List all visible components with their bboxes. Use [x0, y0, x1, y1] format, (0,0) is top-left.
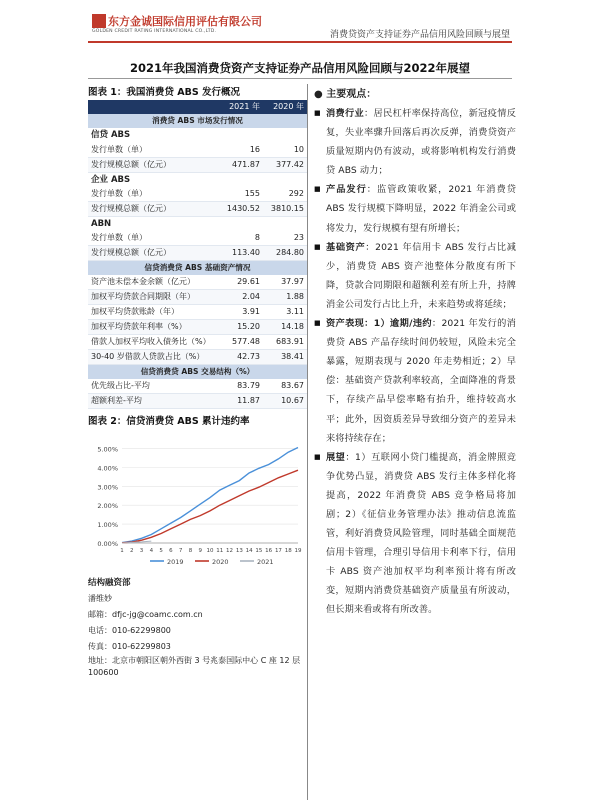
key-point-text: ：居民杠杆率保持高位，新冠疫情反复，失业率骤升回落后再次反弹，消费贷资产质量短期内仍有波动，或将影响机构发行消费贷 ABS 动力；: [326, 108, 516, 177]
value-2020: 377.42: [263, 157, 307, 172]
x-tick-label: 1: [120, 547, 124, 554]
table-row: [88, 275, 307, 290]
x-tick-label: 14: [245, 547, 253, 554]
row-label: 借款人加权平均收入债务比（%）: [88, 334, 219, 349]
series-line-2019: [122, 447, 298, 542]
value-2021: 29.61: [219, 275, 263, 290]
key-point: [314, 314, 516, 448]
contact-email[interactable]: 邮箱：dfjc-jg@coamc.com.cn: [88, 609, 203, 619]
table-row: [88, 334, 307, 349]
key-point-lead: 产品发行: [326, 184, 367, 196]
key-points-heading: ● 主要观点：: [314, 89, 377, 100]
row-label: 优先级占比-平均: [88, 379, 219, 394]
x-tick-label: 3: [139, 547, 144, 554]
column-header: 2021 年: [219, 100, 263, 114]
value-2020: 10.67: [263, 393, 307, 408]
key-point-lead: 基础资产: [326, 241, 366, 253]
header-rule: [88, 41, 512, 43]
value-2021: 1430.52: [219, 201, 263, 216]
contact-person: 潘维妙: [88, 593, 112, 603]
row-label: 加权平均贷款合同期限（年）: [88, 289, 219, 304]
row-label: 发行单数（单）: [88, 143, 219, 158]
value-2021: 113.40: [219, 245, 263, 260]
value-2021: 577.48: [219, 334, 263, 349]
key-point: [314, 448, 516, 620]
value-2020: 3810.15: [263, 201, 307, 216]
table1-caption: 图表 1：我国消费贷 ABS 发行概况: [88, 87, 240, 98]
value-2020: 683.91: [263, 334, 307, 349]
value-2021: 42.73: [219, 349, 263, 364]
contact-phone: 电话：010-62299800: [88, 625, 171, 635]
table-row: [88, 143, 307, 158]
key-point: [314, 180, 516, 237]
key-point: [314, 238, 516, 314]
column-header: 2020 年: [263, 100, 307, 114]
header-blank: [88, 100, 219, 114]
logo-icon: [92, 14, 106, 28]
value-2021: 8: [219, 231, 263, 246]
x-tick-label: 15: [255, 547, 263, 554]
running-title: 消费贷资产支持证券产品信用风险回顾与展望: [329, 30, 510, 40]
issuance-table: [88, 100, 307, 409]
x-tick-label: 9: [198, 547, 202, 554]
key-point-text: ：监管政策收紧，2021 年消费贷 ABS 发行规模下降明显，2022 年消金公司或将发力，发行规模有望有所增长；: [326, 184, 516, 234]
report-title: 2021年我国消费贷资产支持证券产品信用风险回顾与2022年展望: [129, 61, 470, 75]
group-title: 信贷 ABS: [91, 130, 131, 141]
value-2020: 37.97: [263, 275, 307, 290]
table-group-row: [88, 172, 307, 187]
row-label: 加权平均贷款年利率（%）: [88, 319, 219, 334]
section-title: 信贷消费贷 ABS 交易结构（%）: [88, 364, 307, 379]
key-point-lead: 资产表现：1）逾期/违约: [326, 318, 432, 330]
title-rule: [88, 78, 512, 79]
default-rate-chart-svg: [88, 431, 307, 569]
row-label: 资产池未偿本金余额（亿元）: [88, 275, 219, 290]
x-tick-label: 17: [274, 547, 282, 554]
table-row: [88, 157, 307, 172]
row-label: 加权平均贷款账龄（年）: [88, 304, 219, 319]
left-column: [88, 84, 307, 679]
row-label: 超额利差-平均: [88, 393, 219, 408]
x-tick-label: 4: [149, 547, 154, 554]
value-2021: 471.87: [219, 157, 263, 172]
x-tick-label: 19: [294, 547, 302, 554]
x-tick-label: 7: [178, 547, 183, 554]
value-2020: 284.80: [263, 245, 307, 260]
legend-label: 2021: [257, 557, 274, 566]
key-point-text: ：2021 年信用卡 ABS 发行占比减少，消费贷 ABS 资产池整体分散度有所下降，贷款合同期限和超额利差有所上升，持牌消金公司发行占比上升，未来趋势或将延续；: [326, 241, 516, 310]
table-row: [88, 289, 307, 304]
value-2020: 292: [263, 187, 307, 202]
x-tick-label: 16: [265, 547, 273, 554]
group-title: 企业 ABS: [91, 174, 131, 185]
y-tick-label: 2.00%: [97, 501, 118, 510]
value-2021: 3.91: [219, 304, 263, 319]
value-2020: 10: [263, 143, 307, 158]
row-label: 发行规模总额（亿元）: [88, 245, 219, 260]
table-row: [88, 349, 307, 364]
y-tick-label: 3.00%: [97, 482, 118, 491]
key-point-lead: 消费行业: [326, 108, 365, 119]
default-rate-chart: [88, 431, 307, 569]
key-point-text: ：2021 年发行的消费贷 ABS 产品存续时间仍较短，风险未完全暴露，短期表现与 2020 年走势相近；2）早偿：基础资产贷款利率较高，全面降准的背景下，存续产品早偿率略有抬升，维持较高水平；此外，因资质差异导致细分资产的差异未来将持续存在；: [326, 318, 516, 444]
value-2021: 83.79: [219, 379, 263, 394]
table-row: [88, 187, 307, 202]
x-tick-label: 2: [130, 547, 134, 554]
x-tick-label: 12: [226, 547, 234, 554]
contact-address: 地址：北京市朝阳区朝外西街 3 号兆泰国际中心 C 座 12 层 100600: [88, 655, 301, 677]
org-name-cn: 东方金诚国际信用评估有限公司: [108, 15, 262, 28]
value-2020: 14.18: [263, 319, 307, 334]
key-point: [314, 104, 516, 180]
page-header: [0, 0, 600, 44]
table-section-row: [88, 114, 307, 128]
y-tick-label: 4.00%: [97, 463, 118, 472]
value-2020: 1.88: [263, 289, 307, 304]
chart-caption: 图表 2：信贷消费贷 ABS 累计违约率: [88, 415, 250, 427]
column-divider: [307, 84, 308, 800]
table-row: [88, 393, 307, 408]
section-title: 消费贷 ABS 市场发行情况: [88, 114, 307, 128]
row-label: 发行单数（单）: [88, 187, 219, 202]
table-group-row: [88, 216, 307, 231]
contact-dept: 结构融资部: [88, 577, 131, 588]
table-group-row: [88, 128, 307, 142]
x-tick-label: 18: [284, 547, 292, 554]
row-label: 30-40 岁借款人贷款占比（%）: [88, 349, 219, 364]
x-tick-label: 5: [159, 547, 163, 554]
value-2020: 83.67: [263, 379, 307, 394]
key-point-lead: 展望: [326, 451, 346, 463]
org-name-en: GOLDEN CREDIT RATING INTERNATIONAL CO.,LTD.: [92, 29, 217, 34]
contact-block: [88, 575, 307, 679]
value-2021: 2.04: [219, 289, 263, 304]
x-tick-label: 8: [188, 547, 193, 554]
legend-label: 2020: [212, 557, 229, 566]
row-label: 发行规模总额（亿元）: [88, 201, 219, 216]
key-points-list: [314, 104, 516, 620]
value-2020: 3.11: [263, 304, 307, 319]
x-tick-label: 11: [216, 547, 224, 554]
table-row: [88, 201, 307, 216]
y-tick-label: 5.00%: [97, 445, 118, 454]
table-row: [88, 245, 307, 260]
table-section-row: [88, 260, 307, 275]
section-title: 信贷消费贷 ABS 基础资产情况: [88, 260, 307, 275]
table-section-row: [88, 364, 307, 379]
value-2021: 15.20: [219, 319, 263, 334]
table-row: [88, 304, 307, 319]
key-point-text: ：1）互联网小贷门槛提高，消金牌照竞争优势凸显，消费贷 ABS 发行主体多样化将提高，2022 年消费贷 ABS 竞争格局将加剧；2）《征信业务管理办法》推动信息流监管，利好消费贷风险管理，同时基础全面规范信用卡管理，合理引导信用卡利率下行，信用卡 ABS 资产池加权平均利率预计将有所改变，短期内消费贷基础资产质量虽有所波动，但长期来看或将有所改善。: [326, 451, 516, 616]
value-2021: 11.87: [219, 393, 263, 408]
group-title: ABN: [91, 218, 112, 229]
right-column: [314, 86, 516, 620]
legend-label: 2019: [167, 557, 184, 566]
value-2020: 23: [263, 231, 307, 246]
table-header-row: [88, 100, 307, 114]
table-row: [88, 379, 307, 394]
value-2021: 16: [219, 143, 263, 158]
value-2020: 38.41: [263, 349, 307, 364]
x-tick-label: 6: [169, 547, 173, 554]
series-line-2020: [122, 470, 298, 543]
table-row: [88, 231, 307, 246]
value-2021: 155: [219, 187, 263, 202]
table-row: [88, 319, 307, 334]
row-label: 发行规模总额（亿元）: [88, 157, 219, 172]
x-tick-label: 10: [206, 547, 214, 554]
y-tick-label: 1.00%: [97, 520, 118, 529]
contact-fax: 传真：010-62299803: [88, 641, 171, 651]
row-label: 发行单数（单）: [88, 231, 219, 246]
y-tick-label: 0.00%: [97, 539, 118, 548]
x-tick-label: 13: [235, 547, 243, 554]
